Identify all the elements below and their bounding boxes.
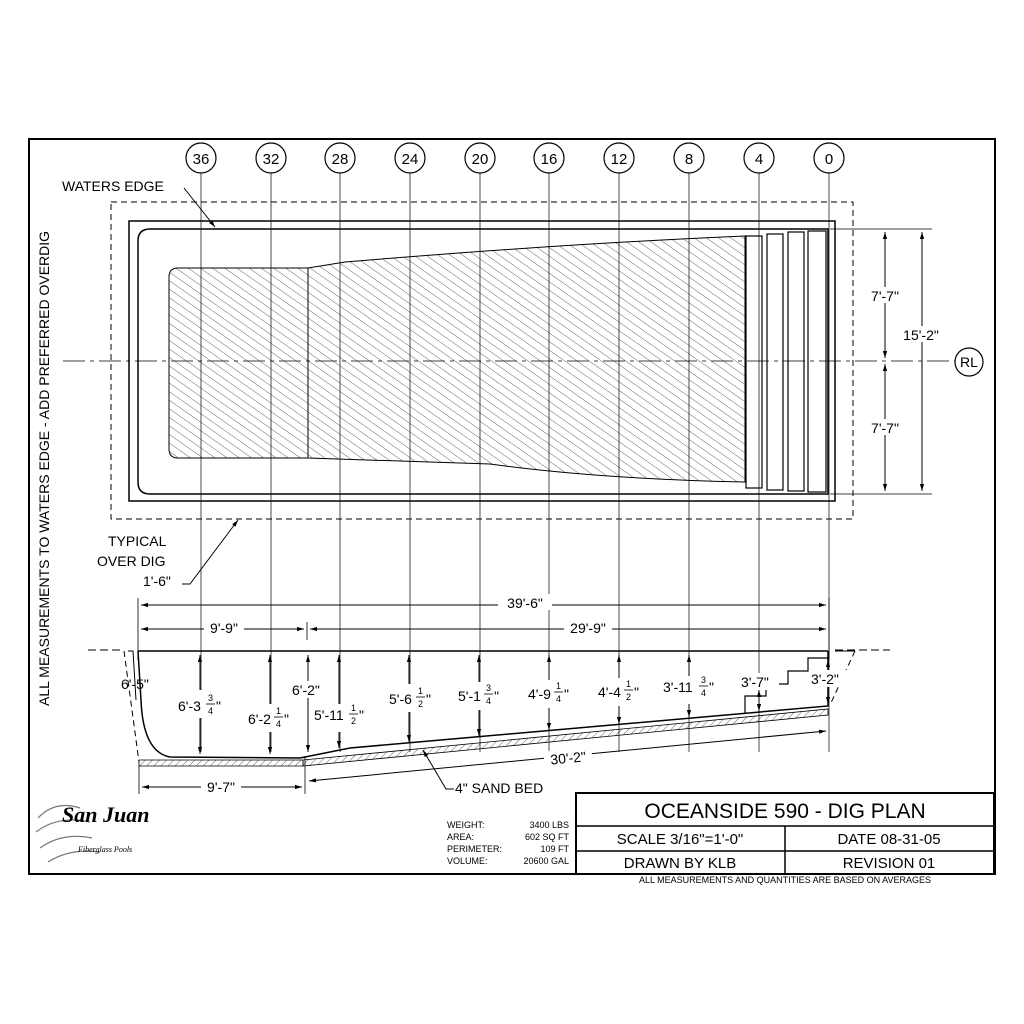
station-label-4: 4	[754, 151, 764, 168]
depth-24	[387, 684, 435, 712]
depth-20-num: 3	[486, 683, 492, 693]
deep-end-floor	[169, 268, 308, 458]
depth-12-inch: "	[634, 684, 639, 700]
sand-bed-deep	[139, 760, 303, 766]
plan-view	[62, 178, 983, 589]
slope-length: 29'-9"	[570, 620, 606, 636]
depth-32-inch: "	[284, 711, 289, 727]
depth-20-whole: 5'-1	[458, 688, 481, 704]
area-value: 602 SQ FT	[524, 832, 569, 842]
depth-36-den: 4	[208, 706, 214, 716]
station-label-28: 28	[331, 151, 349, 168]
volume-value: 20600 GAL	[523, 856, 569, 866]
depth-28-whole: 5'-11	[314, 707, 344, 723]
depth-8-inch: "	[709, 679, 714, 695]
date-label: DATE 08-31-05	[837, 831, 941, 848]
waters-edge-label: WATERS EDGE	[62, 178, 164, 194]
depth-36-num: 3	[208, 693, 214, 703]
depth-28-num: 1	[351, 703, 357, 713]
depth-28-den: 2	[351, 716, 357, 726]
station-label-16: 16	[540, 151, 558, 168]
perimeter-label: PERIMETER:	[447, 844, 503, 854]
depth-24-whole: 5'-6	[389, 691, 412, 707]
overall-length: 39'-6"	[507, 595, 543, 611]
title-block	[576, 793, 994, 885]
step-2	[767, 234, 783, 490]
overdig-leader	[182, 520, 238, 584]
step-1	[746, 236, 762, 488]
deep-floor-length: 9'-7"	[207, 779, 235, 795]
depth-36	[176, 690, 224, 718]
footnote: ALL MEASUREMENTS AND QUANTITIES ARE BASED ON AVERAGES	[638, 875, 932, 885]
depth-24-inch: "	[426, 691, 431, 707]
step-4	[808, 231, 826, 492]
depth-20	[456, 682, 504, 710]
logo-tagline: Fiberglass Pools	[78, 845, 133, 854]
depth-30: 6'-2"	[292, 682, 320, 698]
overdig-dimension: 1'-6"	[143, 573, 171, 589]
depth-32-num: 1	[276, 706, 282, 716]
drawn-by-label: DRAWN BY KLB	[623, 855, 737, 872]
weight-value: 3400 LBS	[529, 820, 569, 830]
depth-28-inch: "	[359, 707, 364, 723]
depth-32-den: 4	[276, 719, 282, 729]
revision-label: REVISION 01	[842, 855, 936, 872]
plan-width: 15'-2"	[903, 327, 939, 343]
depth-12-whole: 4'-4	[598, 684, 621, 700]
depth-28	[312, 703, 364, 732]
station-label-20: 20	[471, 151, 489, 168]
depth-24-den: 2	[418, 699, 424, 709]
profile-view	[88, 594, 890, 796]
station-label-32: 32	[262, 151, 280, 168]
step-3	[788, 232, 804, 491]
plan-half-top: 7'-7"	[871, 288, 899, 304]
depth-20-den: 4	[486, 696, 492, 706]
scale-label: SCALE 3/16"=1'-0"	[616, 831, 744, 848]
depth-12-den: 2	[626, 692, 632, 702]
depth-12-num: 1	[626, 679, 632, 689]
depth-4: 3'-7"	[741, 674, 769, 690]
specs-table	[447, 820, 570, 866]
depth-36-whole: 6'-3	[178, 698, 201, 714]
depth-8	[661, 675, 717, 704]
station-label-8: 8	[684, 151, 694, 168]
depth-20-inch: "	[494, 688, 499, 704]
vertical-note: ALL MEASUREMENTS TO WATERS EDGE - ADD PREFERRED OVERDIG	[36, 230, 52, 706]
depth-36-inch: "	[216, 698, 221, 714]
depth-8-den: 4	[701, 688, 707, 698]
depth-8-num: 3	[701, 675, 707, 685]
centerline-symbol-label: RL	[960, 354, 978, 370]
depth-8-whole: 3'-11	[663, 679, 693, 695]
typical-label: TYPICAL	[108, 533, 167, 549]
area-label: AREA:	[447, 832, 475, 842]
station-label-0: 0	[824, 151, 834, 168]
depth-left-wall: 6'-5"	[121, 676, 149, 692]
sloped-floor	[308, 236, 745, 482]
depth-12	[596, 678, 644, 706]
excavation-left	[124, 651, 139, 762]
depth-32	[246, 704, 294, 732]
depth-0: 3'-2"	[811, 671, 839, 687]
depth-16-whole: 4'-9	[528, 686, 551, 702]
san-juan-logo	[36, 802, 149, 862]
station-label-12: 12	[610, 151, 628, 168]
sand-bed-label: 4" SAND BED	[455, 780, 544, 796]
depth-24-num: 1	[418, 686, 424, 696]
weight-label: WEIGHT:	[447, 820, 485, 830]
depth-32-whole: 6'-2	[248, 711, 271, 727]
depth-16	[526, 680, 574, 708]
station-label-36: 36	[192, 151, 210, 168]
deep-length: 9'-9"	[210, 620, 238, 636]
volume-label: VOLUME:	[447, 856, 488, 866]
perimeter-value: 109 FT	[540, 844, 569, 854]
slope-floor-length: 30'-2"	[549, 748, 587, 768]
overdig-label: OVER DIG	[97, 553, 166, 569]
depth-16-den: 4	[556, 694, 562, 704]
station-label-24: 24	[401, 151, 419, 168]
drawing-title: OCEANSIDE 590 - DIG PLAN	[644, 800, 926, 823]
plan-half-bottom: 7'-7"	[871, 420, 899, 436]
logo-brand: San Juan	[62, 802, 150, 827]
depth-16-num: 1	[556, 681, 562, 691]
depth-16-inch: "	[564, 686, 569, 702]
